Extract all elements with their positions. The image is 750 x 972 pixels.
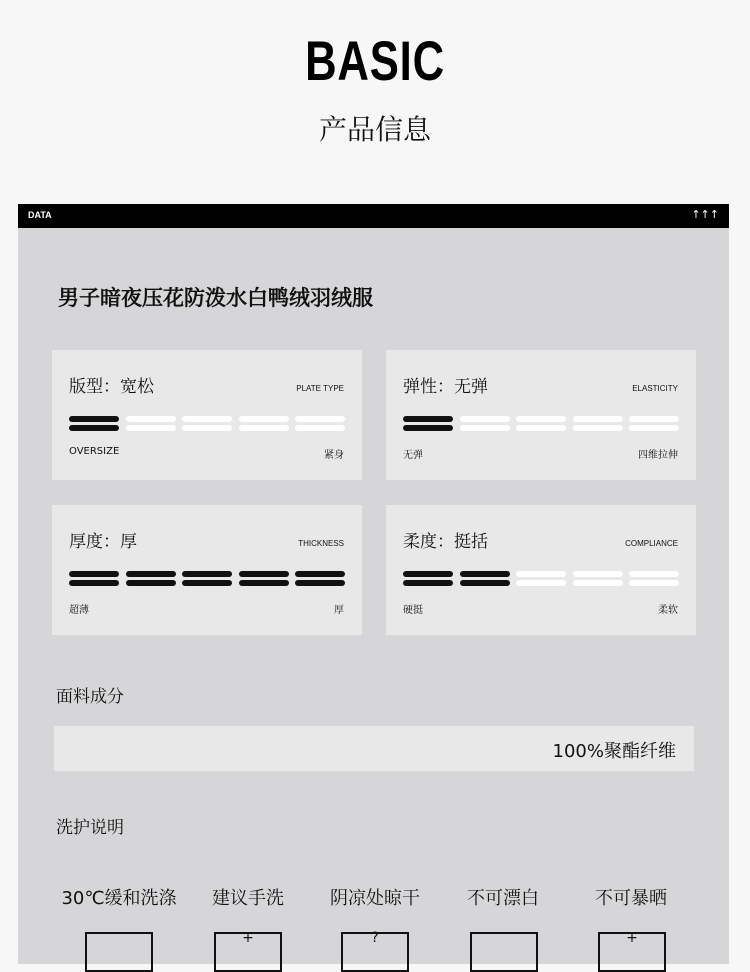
- attribute-card-elasticity: [386, 350, 696, 480]
- dry-in-shade-icon: ?: [341, 932, 409, 972]
- scale-segment: [239, 416, 289, 432]
- scale-low-label: 硬挺: [403, 605, 423, 616]
- scale-segment: [126, 416, 176, 432]
- attribute-scale: [403, 416, 679, 434]
- scale-segment: [182, 416, 232, 432]
- up-arrows-icon: ↑↑↑: [691, 208, 719, 221]
- attribute-title: 厚度：厚: [69, 532, 137, 552]
- scale-segment: [573, 571, 623, 587]
- scale-segment: [460, 571, 510, 587]
- hand-wash-icon: +: [214, 932, 282, 972]
- scale-segment: [403, 571, 453, 587]
- attribute-scale: [69, 416, 345, 434]
- attribute-title: 柔度：挺括: [403, 532, 488, 552]
- scale-low-label: 无弹: [403, 450, 423, 461]
- wash-30-icon: [85, 932, 153, 972]
- page-title: BASIC: [305, 29, 445, 92]
- fabric-composition-box: [54, 726, 694, 771]
- page-subtitle: 产品信息: [318, 113, 431, 146]
- scale-segment: [460, 416, 510, 432]
- scale-segment: [239, 571, 289, 587]
- attribute-card-plate-type: [52, 350, 362, 480]
- attribute-en-label: ELASTICITY: [632, 384, 678, 393]
- scale-high-label: 紧身: [324, 450, 344, 461]
- care-item-label: 建议手洗: [212, 888, 284, 909]
- attribute-scale: [69, 571, 345, 589]
- attribute-title: 弹性：无弹: [403, 377, 488, 397]
- scale-segment: [573, 416, 623, 432]
- scale-segment: [69, 416, 119, 432]
- care-item-label: 阴凉处晾干: [330, 888, 420, 909]
- scale-segment: [403, 416, 453, 432]
- scale-segment: [295, 416, 345, 432]
- product-name: 男子暗夜压花防泼水白鸭绒羽绒服: [58, 286, 373, 310]
- scale-segment: [516, 416, 566, 432]
- fabric-section-label: 面料成分: [56, 687, 124, 707]
- scale-segment: [126, 571, 176, 587]
- fabric-composition-value: 100%聚酯纤维: [552, 741, 676, 762]
- scale-segment: [629, 416, 679, 432]
- attribute-en-label: THICKNESS: [298, 539, 344, 548]
- scale-segment: [629, 571, 679, 587]
- no-sun-dry-icon: +: [598, 932, 666, 972]
- scale-high-label: 厚: [334, 605, 344, 616]
- attribute-en-label: PLATE TYPE: [296, 384, 344, 393]
- scale-low-label: 超薄: [69, 605, 89, 616]
- attribute-en-label: COMPLIANCE: [625, 539, 678, 548]
- attribute-scale: [403, 571, 679, 589]
- panel-header-bar: [18, 204, 729, 228]
- product-info-panel: [18, 204, 729, 964]
- care-item-label: 不可漂白: [467, 888, 539, 909]
- scale-high-label: 四维拉伸: [638, 450, 678, 461]
- scale-segment: [295, 571, 345, 587]
- attribute-card-thickness: [52, 505, 362, 635]
- care-item-label: 不可暴晒: [595, 888, 667, 909]
- scale-high-label: 柔软: [658, 605, 678, 616]
- scale-segment: [69, 571, 119, 587]
- no-bleach-icon: [470, 932, 538, 972]
- scale-segment: [516, 571, 566, 587]
- scale-low-label: OVERSIZE: [69, 446, 120, 457]
- attribute-title: 版型：宽松: [69, 377, 154, 397]
- care-section-label: 洗护说明: [56, 818, 124, 838]
- attribute-card-compliance: [386, 505, 696, 635]
- care-item-label: 30℃缓和洗涤: [61, 888, 177, 909]
- scale-segment: [182, 571, 232, 587]
- panel-bar-label: DATA: [28, 210, 52, 220]
